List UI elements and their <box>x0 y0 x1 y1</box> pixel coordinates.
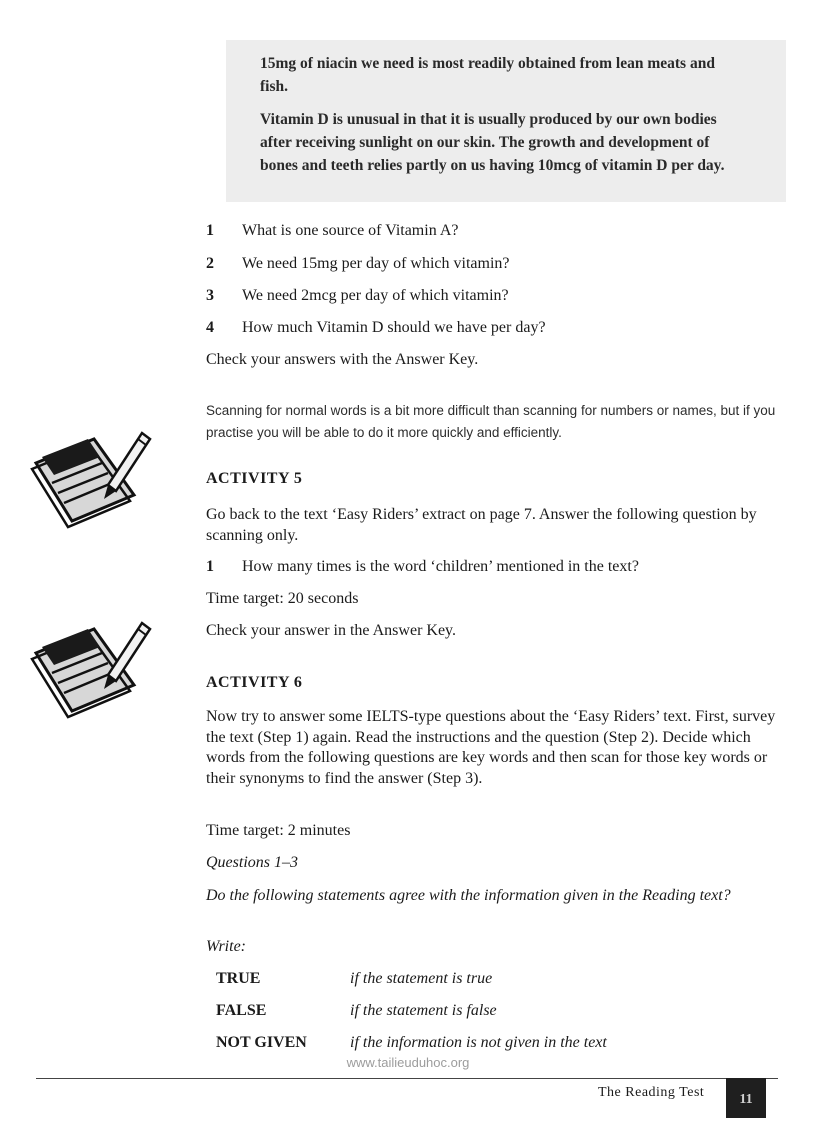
option-definition-true: if the statement is true <box>350 970 493 987</box>
option-term-false: FALSE <box>216 1002 267 1019</box>
statement-prompt: Do the following statements agree with the information given in the Reading text? <box>206 887 731 904</box>
activity-6-time-target: Time target: 2 minutes <box>206 822 351 839</box>
notepad-pencil-icon <box>24 615 154 725</box>
activity-6-heading: ACTIVITY 6 <box>206 674 303 691</box>
question-text: How much Vitamin D should we have per day? <box>242 319 546 336</box>
page-number: 11 <box>739 1092 753 1107</box>
option-definition-not-given: if the information is not given in the text <box>350 1034 607 1051</box>
write-label: Write: <box>206 938 246 955</box>
watermark-url: www.tailieuduhoc.org <box>346 1055 470 1070</box>
footer-divider <box>36 1078 778 1079</box>
activity-6-instruction: Now try to answer some IELTS-type questions about the ‘Easy Riders’ text. First, survey the text (Step 1) again. Read the instructions and the question (Step 2). Decide which words from the following questions are key words and then scan for those key words or their synonyms to find the answer (Step 3). <box>206 708 776 787</box>
check-answers-text: Check your answers with the Answer Key. <box>206 351 479 368</box>
footer-section-title: The Reading Test <box>598 1085 705 1100</box>
question-number: 4 <box>206 319 214 336</box>
question-number: 1 <box>206 558 214 575</box>
page-number-box <box>726 1078 766 1118</box>
option-definition-false: if the statement is false <box>350 1002 497 1019</box>
option-term-not-given: NOT GIVEN <box>216 1034 307 1051</box>
question-text: How many times is the word ‘children’ mentioned in the text? <box>242 558 639 575</box>
activity-5-check-answer: Check your answer in the Answer Key. <box>206 622 457 639</box>
question-number: 1 <box>206 222 214 239</box>
question-text: We need 2mcg per day of which vitamin? <box>242 287 509 304</box>
option-term-true: TRUE <box>216 970 261 987</box>
scanning-note: Scanning for normal words is a bit more difficult than scanning for numbers or names, but if you practise you will be able to do it more quickly and efficiently. <box>206 403 776 440</box>
question-text: What is one source of Vitamin A? <box>242 222 459 239</box>
reading-passage-box <box>226 40 786 202</box>
activity-5-instruction: Go back to the text ‘Easy Riders’ extract on page 7. Answer the following question by scanning only. <box>206 506 757 544</box>
questions-range-label: Questions 1–3 <box>206 854 298 871</box>
question-number: 2 <box>206 255 214 272</box>
activity-5-time-target: Time target: 20 seconds <box>206 590 359 607</box>
question-number: 3 <box>206 287 214 304</box>
activity-5-heading: ACTIVITY 5 <box>206 470 303 487</box>
notepad-pencil-icon <box>24 425 154 535</box>
passage-paragraph-niacin: 15mg of niacin we need is most readily obtained from lean meats and fish. <box>260 55 715 95</box>
passage-paragraph-vitamin-d: Vitamin D is unusual in that it is usually produced by our own bodies after receiving sunlight on our skin. The growth and development of bones and teeth relies partly on us having 10mcg of vitamin D per day. <box>260 111 725 174</box>
question-text: We need 15mg per day of which vitamin? <box>242 255 510 272</box>
